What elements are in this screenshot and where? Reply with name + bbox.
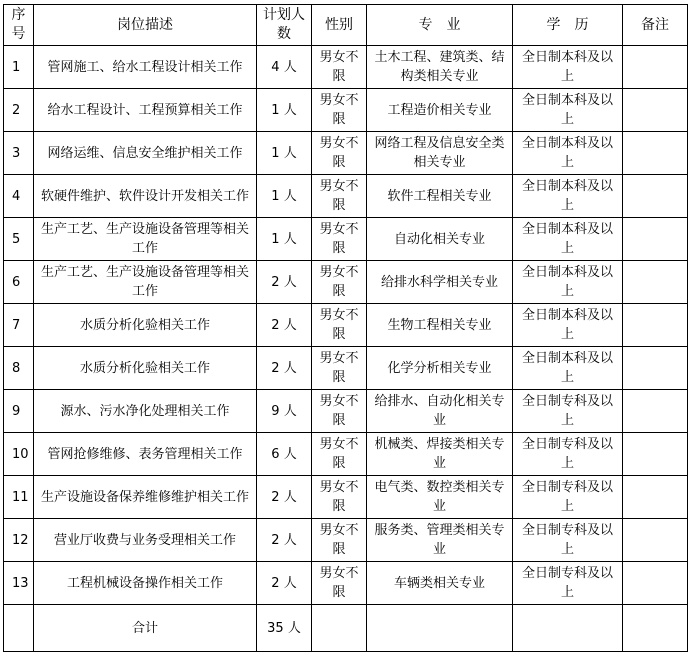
note-cell — [623, 347, 688, 390]
job-description: 源水、污水净化处理相关工作 — [34, 390, 257, 433]
education-requirement: 全日制专科及以上 — [513, 433, 623, 476]
planned-count: 1 人 — [257, 218, 312, 261]
note-cell — [623, 433, 688, 476]
header-count: 计划人数 — [257, 5, 312, 46]
header-gender: 性别 — [312, 5, 367, 46]
job-description: 生产工艺、生产设施设备管理等相关工作 — [34, 261, 257, 304]
job-description: 网络运维、信息安全维护相关工作 — [34, 132, 257, 175]
planned-count: 2 人 — [257, 476, 312, 519]
note-cell — [623, 261, 688, 304]
major-requirement: 自动化相关专业 — [367, 218, 513, 261]
row-number: 7 — [4, 304, 34, 347]
row-number: 8 — [4, 347, 34, 390]
education-requirement: 全日制本科及以上 — [513, 218, 623, 261]
planned-count: 9 人 — [257, 390, 312, 433]
table-row — [4, 218, 688, 261]
total-count: 35 人 — [257, 605, 312, 652]
planned-count: 2 人 — [257, 261, 312, 304]
note-cell — [623, 132, 688, 175]
row-number: 10 — [4, 433, 34, 476]
gender-requirement: 男女不限 — [312, 562, 367, 605]
major-requirement: 化学分析相关专业 — [367, 347, 513, 390]
recruitment-table — [3, 4, 688, 652]
gender-requirement: 男女不限 — [312, 89, 367, 132]
header-education: 学 历 — [513, 5, 623, 46]
row-number: 12 — [4, 519, 34, 562]
major-requirement: 生物工程相关专业 — [367, 304, 513, 347]
job-description: 管网抢修维修、表务管理相关工作 — [34, 433, 257, 476]
header-row — [4, 5, 688, 46]
header-major: 专 业 — [367, 5, 513, 46]
job-description: 生产工艺、生产设施设备管理等相关工作 — [34, 218, 257, 261]
education-requirement: 全日制本科及以上 — [513, 46, 623, 89]
planned-count: 1 人 — [257, 132, 312, 175]
education-requirement: 全日制专科及以上 — [513, 519, 623, 562]
gender-requirement: 男女不限 — [312, 175, 367, 218]
note-cell — [623, 89, 688, 132]
education-requirement: 全日制专科及以上 — [513, 476, 623, 519]
gender-requirement: 男女不限 — [312, 347, 367, 390]
job-description: 管网施工、给水工程设计相关工作 — [34, 46, 257, 89]
education-requirement: 全日制本科及以上 — [513, 347, 623, 390]
row-number: 4 — [4, 175, 34, 218]
education-requirement: 全日制专科及以上 — [513, 562, 623, 605]
note-cell — [623, 562, 688, 605]
major-requirement: 给排水、自动化相关专业 — [367, 390, 513, 433]
note-cell — [623, 476, 688, 519]
total-gender-cell — [312, 605, 367, 652]
table-row — [4, 562, 688, 605]
gender-requirement: 男女不限 — [312, 132, 367, 175]
note-cell — [623, 218, 688, 261]
total-row — [4, 605, 688, 652]
total-major-cell — [367, 605, 513, 652]
education-requirement: 全日制本科及以上 — [513, 175, 623, 218]
major-requirement: 机械类、焊接类相关专业 — [367, 433, 513, 476]
major-requirement: 车辆类相关专业 — [367, 562, 513, 605]
education-requirement: 全日制本科及以上 — [513, 304, 623, 347]
gender-requirement: 男女不限 — [312, 433, 367, 476]
row-number: 3 — [4, 132, 34, 175]
planned-count: 1 人 — [257, 175, 312, 218]
note-cell — [623, 390, 688, 433]
header-desc: 岗位描述 — [34, 5, 257, 46]
total-education-cell — [513, 605, 623, 652]
total-note-cell — [623, 605, 688, 652]
planned-count: 6 人 — [257, 433, 312, 476]
table-row — [4, 347, 688, 390]
row-number: 5 — [4, 218, 34, 261]
job-description: 营业厅收费与业务受理相关工作 — [34, 519, 257, 562]
planned-count: 2 人 — [257, 347, 312, 390]
note-cell — [623, 304, 688, 347]
job-description: 水质分析化验相关工作 — [34, 304, 257, 347]
row-number: 1 — [4, 46, 34, 89]
header-seq: 序号 — [4, 5, 34, 46]
major-requirement: 电气类、数控类相关专业 — [367, 476, 513, 519]
education-requirement: 全日制本科及以上 — [513, 132, 623, 175]
note-cell — [623, 519, 688, 562]
major-requirement: 服务类、管理类相关专业 — [367, 519, 513, 562]
job-description: 工程机械设备操作相关工作 — [34, 562, 257, 605]
job-description: 软硬件维护、软件设计开发相关工作 — [34, 175, 257, 218]
education-requirement: 全日制本科及以上 — [513, 261, 623, 304]
planned-count: 4 人 — [257, 46, 312, 89]
gender-requirement: 男女不限 — [312, 304, 367, 347]
major-requirement: 网络工程及信息安全类相关专业 — [367, 132, 513, 175]
major-requirement: 土木工程、建筑类、结构类相关专业 — [367, 46, 513, 89]
table-row — [4, 89, 688, 132]
gender-requirement: 男女不限 — [312, 46, 367, 89]
education-requirement: 全日制专科及以上 — [513, 390, 623, 433]
total-seq-cell — [4, 605, 34, 652]
table-row — [4, 46, 688, 89]
table-row — [4, 304, 688, 347]
job-description: 生产设施设备保养维修维护相关工作 — [34, 476, 257, 519]
header-note: 备注 — [623, 5, 688, 46]
gender-requirement: 男女不限 — [312, 519, 367, 562]
job-description: 水质分析化验相关工作 — [34, 347, 257, 390]
planned-count: 2 人 — [257, 519, 312, 562]
table-row — [4, 132, 688, 175]
note-cell — [623, 46, 688, 89]
major-requirement: 软件工程相关专业 — [367, 175, 513, 218]
job-description: 给水工程设计、工程预算相关工作 — [34, 89, 257, 132]
education-requirement: 全日制本科及以上 — [513, 89, 623, 132]
table-body — [4, 46, 688, 605]
major-requirement: 给排水科学相关专业 — [367, 261, 513, 304]
row-number: 6 — [4, 261, 34, 304]
row-number: 11 — [4, 476, 34, 519]
row-number: 9 — [4, 390, 34, 433]
table-row — [4, 175, 688, 218]
gender-requirement: 男女不限 — [312, 218, 367, 261]
major-requirement: 工程造价相关专业 — [367, 89, 513, 132]
planned-count: 2 人 — [257, 304, 312, 347]
gender-requirement: 男女不限 — [312, 390, 367, 433]
table-row — [4, 390, 688, 433]
gender-requirement: 男女不限 — [312, 476, 367, 519]
row-number: 13 — [4, 562, 34, 605]
planned-count: 2 人 — [257, 562, 312, 605]
table-row — [4, 433, 688, 476]
table-row — [4, 476, 688, 519]
planned-count: 1 人 — [257, 89, 312, 132]
gender-requirement: 男女不限 — [312, 261, 367, 304]
total-label: 合计 — [34, 605, 257, 652]
note-cell — [623, 175, 688, 218]
table-row — [4, 261, 688, 304]
table-row — [4, 519, 688, 562]
row-number: 2 — [4, 89, 34, 132]
